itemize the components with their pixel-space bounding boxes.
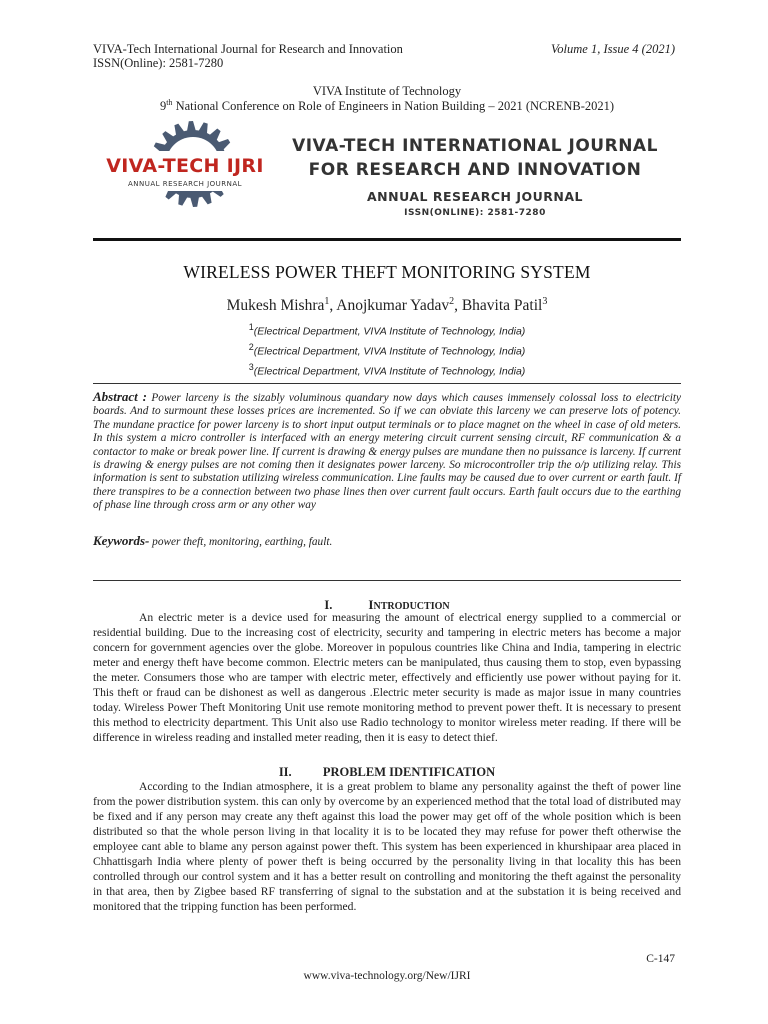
problem-paragraph: According to the Indian atmosphere, it is a great problem to blame any personality against the theft of power line from the power distribution system. this can only by overcome by an experienced method that the total load of distributed may be fixed and if any person may create any theft against this load the power may get off of the whole position which is been distributed so that the whole person living in that locality it is to be located they may refuse for power theft otherwise the employee cant able to blame any person against power theft. This system has been experienced in khurshipaar area placed in Chhattisgarh India where plenty of power theft is being occurred by the personality living in that locality this has been controlled through our control system and it has a better result on controlling and monitoring the theft against the personality in that area, then by Zigbee based RF transferring of signal to the substation and at the substation it is being received and monitored that the tripping function has been performed. (93, 780, 681, 914)
banner-line-3: ANNUAL RESEARCH JOURNAL (367, 189, 583, 204)
page-number: C-147 (646, 953, 675, 965)
header-issn: ISSN(Online): 2581-7280 (93, 56, 224, 70)
author-list: Mukesh Mishra$^1$, Anojkumar Yadav$^2$, Bhavita Patil$^3$ (226, 296, 548, 315)
affiliation-1: $^1$(Electrical Department, VIVA Institute of Technology, India) (248, 322, 526, 338)
header-institute: VIVA Institute of Technology (312, 84, 462, 98)
section-heading-introduction: I. INTRODUCTION (324, 597, 450, 612)
section-heading-problem: II. PROBLEM IDENTIFICATION (278, 765, 496, 779)
abstract-top-rule (93, 383, 681, 384)
footer-url: www.viva-technology.org/New/IJRI (303, 970, 471, 982)
affiliation-3: $^3$(Electrical Department, VIVA Institute of Technology, India) (248, 362, 526, 378)
header-journal-name: VIVA-Tech International Journal for Research and Innovation (93, 42, 403, 56)
keywords (93, 533, 681, 549)
abstract-label: Abstract : (93, 389, 147, 404)
header-conference: 9th National Conference on Role of Engineers in Nation Building – 2021 (NCRENB-2021) (159, 98, 615, 114)
logo-text: VIVA-TECH IJRI (106, 155, 264, 177)
abstract (93, 390, 681, 513)
banner-line-1: VIVA-TECH INTERNATIONAL JOURNAL (292, 136, 658, 156)
keywords-label: Keywords- (93, 533, 150, 548)
keywords-text: power theft, monitoring, earthing, fault. (152, 536, 333, 548)
banner-line-4: ISSN(ONLINE): 2581-7280 (404, 208, 546, 218)
abstract-bottom-rule (93, 580, 681, 581)
logo-subtext: ANNUAL RESEARCH JOURNAL (127, 180, 243, 188)
header-divider (93, 238, 681, 241)
affiliation-2: $^2$(Electrical Department, VIVA Institute of Technology, India) (248, 342, 526, 358)
banner-line-2: FOR RESEARCH AND INNOVATION (308, 160, 642, 180)
paper-title: WIRELESS POWER THEFT MONITORING SYSTEM (183, 262, 591, 282)
journal-logo (93, 118, 283, 213)
abstract-text: Power larceny is the sizably voluminous quandary now days which causes immensely colossal loss to electricity boards. And to surmount these losses prices are incremented. So if we can obviate this larceny we can preserve lots of potency. The mundane practice for power larceny is to short input output terminals or to place magnet on the wheel in case of old meters. In this system a micro controller is interfaced with an energy metering circuit current sensing circuit, RF communication & a contactor to make or break power line. If current is drawing & energy pulses are mundane then no puissance is larceny. If current is drawing & energy pulses are not coming then it designates power larceny. So microcontroller trip the o/p utilizing relay. This information is sent to substation utilizing wireless communication. Line faults may be caused due to over current or earth fault. If there transpires to be a connection between two phase lines then over current fault occurs. Earth fault occurs due to the earthing of phase line through cross arm or any other way (93, 392, 681, 512)
introduction-paragraph: An electric meter is a device used for measuring the amount of electrical energy supplied to a commercial or residential building. Due to the increasing cost of electricity, security and tampering in electric meters has become a major concern for government agencies over the globe. Moreover in populous countries like China and India, tampering in electric meter and energy theft have become common. Electric meters can be manipulated, thus causing them to stop, even bypassing the meter. Consumers those who are tamper with electric meter, effectively and efficiently use power without paying for it. This theft or fraud can be dishonest as well as dangerous .Electric meter security is made as major issue in many countries today. Wireless Power Theft Monitoring Unit use remote monitoring method to prevent power theft. It is necessary to present this method to electricity department. This Unit also use Radio technology to monitor wireless meter reading. If there will be difference in wireless reading and installed meter reading, then it is easy to detect thief. (93, 611, 681, 745)
header-volume: Volume 1, Issue 4 (2021) (551, 42, 675, 56)
